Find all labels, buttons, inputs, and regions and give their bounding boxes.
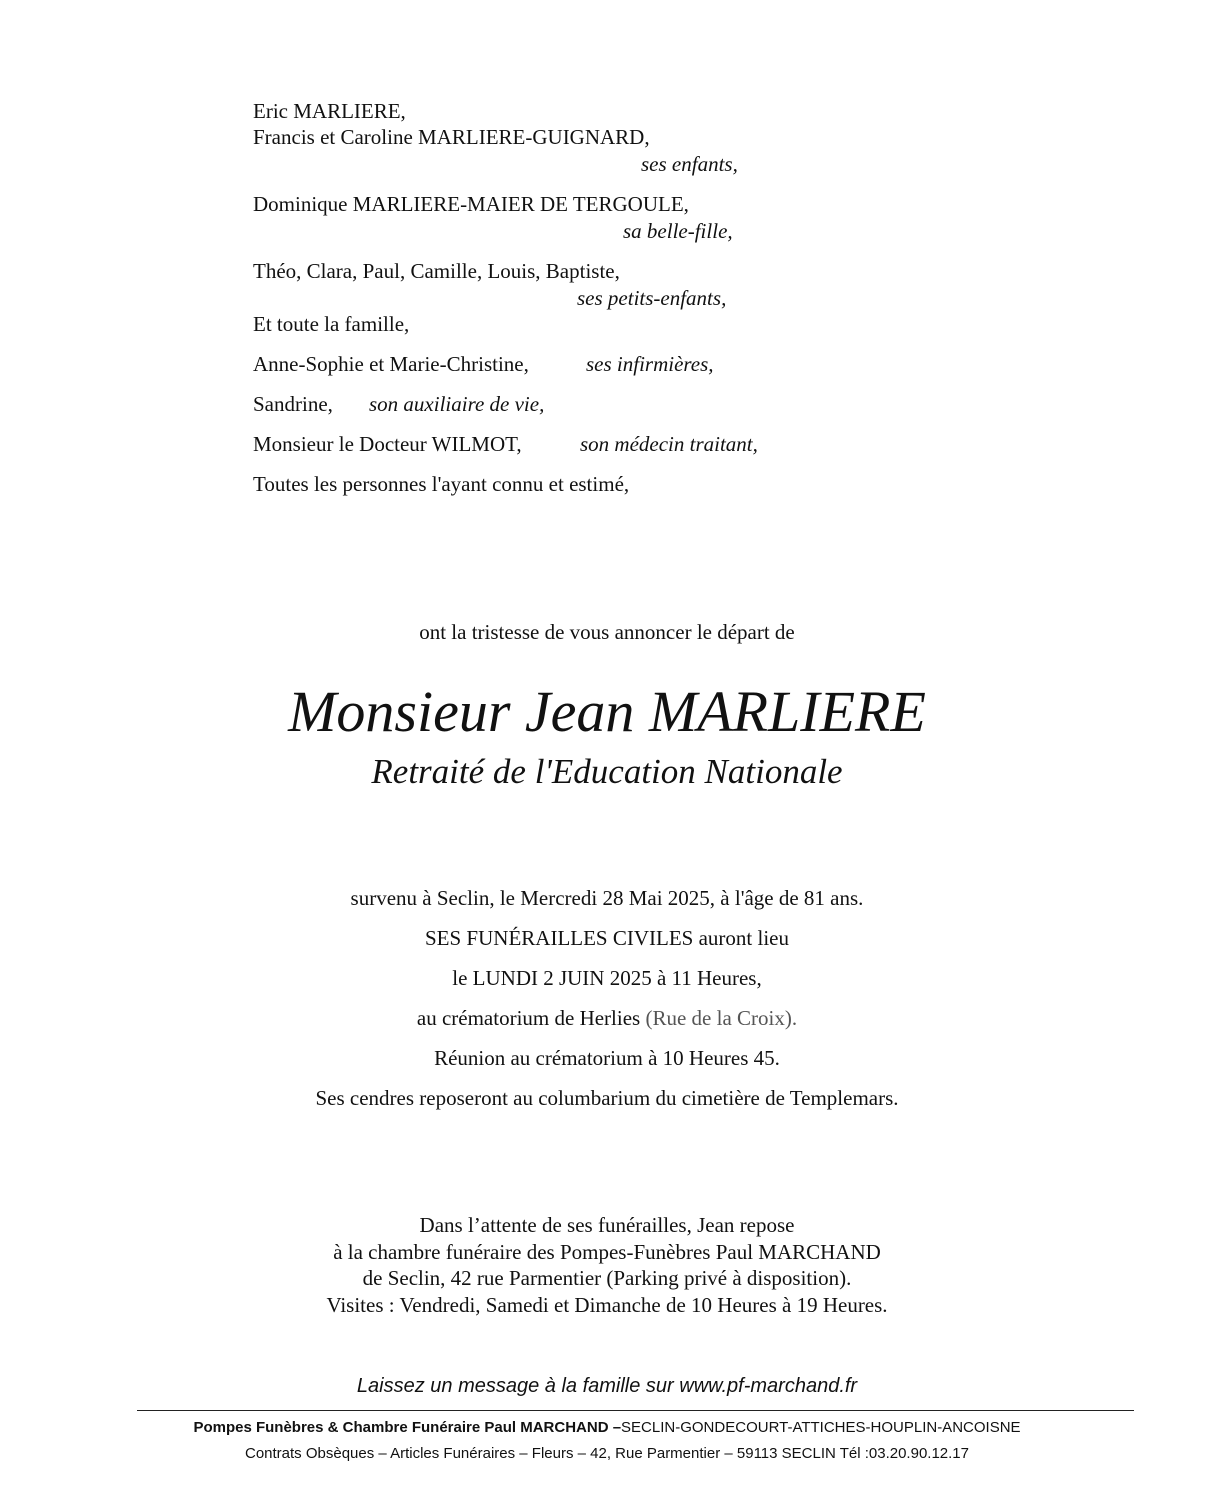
family-line-acquaintances: Toutes les personnes l'ayant connu et estimé,	[253, 472, 630, 496]
family-line-dominique: Dominique MARLIERE-MAIER DE TERGOULE,	[253, 192, 689, 216]
doctor-name: Monsieur le Docteur WILMOT,	[253, 432, 522, 456]
family-line-francis: Francis et Caroline MARLIERE-GUIGNARD,	[253, 125, 650, 149]
rest-line-1: Dans l’attente de ses funérailles, Jean repose	[419, 1213, 795, 1237]
deceased-name: Monsieur Jean MARLIERE	[288, 679, 926, 744]
family-line-eric: Eric MARLIERE,	[253, 99, 406, 123]
doctor-role: son médecin traitant,	[580, 432, 758, 456]
detail-crematorium	[0, 1005, 1214, 1031]
rest-line-4: Visites : Vendredi, Samedi et Dimanche de 10 Heures à 19 Heures.	[326, 1293, 888, 1317]
aide-name: Sandrine,	[253, 392, 333, 416]
announcement-intro: ont la tristesse de vous annoncer le départ de	[419, 620, 795, 644]
family-line-all-family: Et toute la famille,	[253, 312, 410, 336]
nurses-names: Anne-Sophie et Marie-Christine,	[253, 352, 529, 376]
aide-role: son auxiliaire de vie,	[369, 392, 545, 416]
detail-funeral-date: le LUNDI 2 JUIN 2025 à 11 Heures,	[452, 966, 762, 990]
detail-meeting: Réunion au crématorium à 10 Heures 45.	[434, 1046, 780, 1070]
rest-line-3: de Seclin, 42 rue Parmentier (Parking privé à disposition).	[362, 1266, 852, 1290]
deceased-subtitle: Retraité de l'Education Nationale	[371, 752, 843, 791]
role-children: ses enfants,	[641, 152, 738, 176]
detail-ashes: Ses cendres reposeront au columbarium du cimetière de Templemars.	[315, 1086, 899, 1110]
detail-funeral-type: SES FUNÉRAILLES CIVILES auront lieu	[425, 926, 789, 950]
footer-divider	[137, 1410, 1134, 1411]
crematorium-name: au crématorium de Herlies	[416, 1006, 646, 1030]
nurses-role: ses infirmières,	[586, 352, 714, 376]
crematorium-address: (Rue de la Croix).	[645, 1006, 798, 1030]
family-line-grandchildren: Théo, Clara, Paul, Camille, Louis, Baptiste,	[253, 259, 620, 283]
role-grandchildren: ses petits-enfants,	[577, 286, 727, 310]
footer-company: Pompes Funèbres & Chambre Funéraire Paul MARCHAND –	[193, 1419, 622, 1436]
footer-towns: SECLIN-GONDECOURT-ATTICHES-HOUPLIN-ANCOISNE	[621, 1419, 1021, 1436]
online-message-note: Laissez un message à la famille sur www.pf-marchand.fr	[356, 1375, 858, 1397]
role-daughter-in-law: sa belle-fille,	[623, 219, 733, 243]
footer-contact-line: Contrats Obsèques – Articles Funéraires – Fleurs – 42, Rue Parmentier – 59113 SECLIN Tél :03.20.90.12.17	[244, 1445, 969, 1462]
footer-company-line	[0, 1417, 1214, 1439]
detail-death: survenu à Seclin, le Mercredi 28 Mai 2025, à l'âge de 81 ans.	[350, 886, 864, 910]
rest-line-2: à la chambre funéraire des Pompes-Funèbres Paul MARCHAND	[333, 1240, 881, 1264]
